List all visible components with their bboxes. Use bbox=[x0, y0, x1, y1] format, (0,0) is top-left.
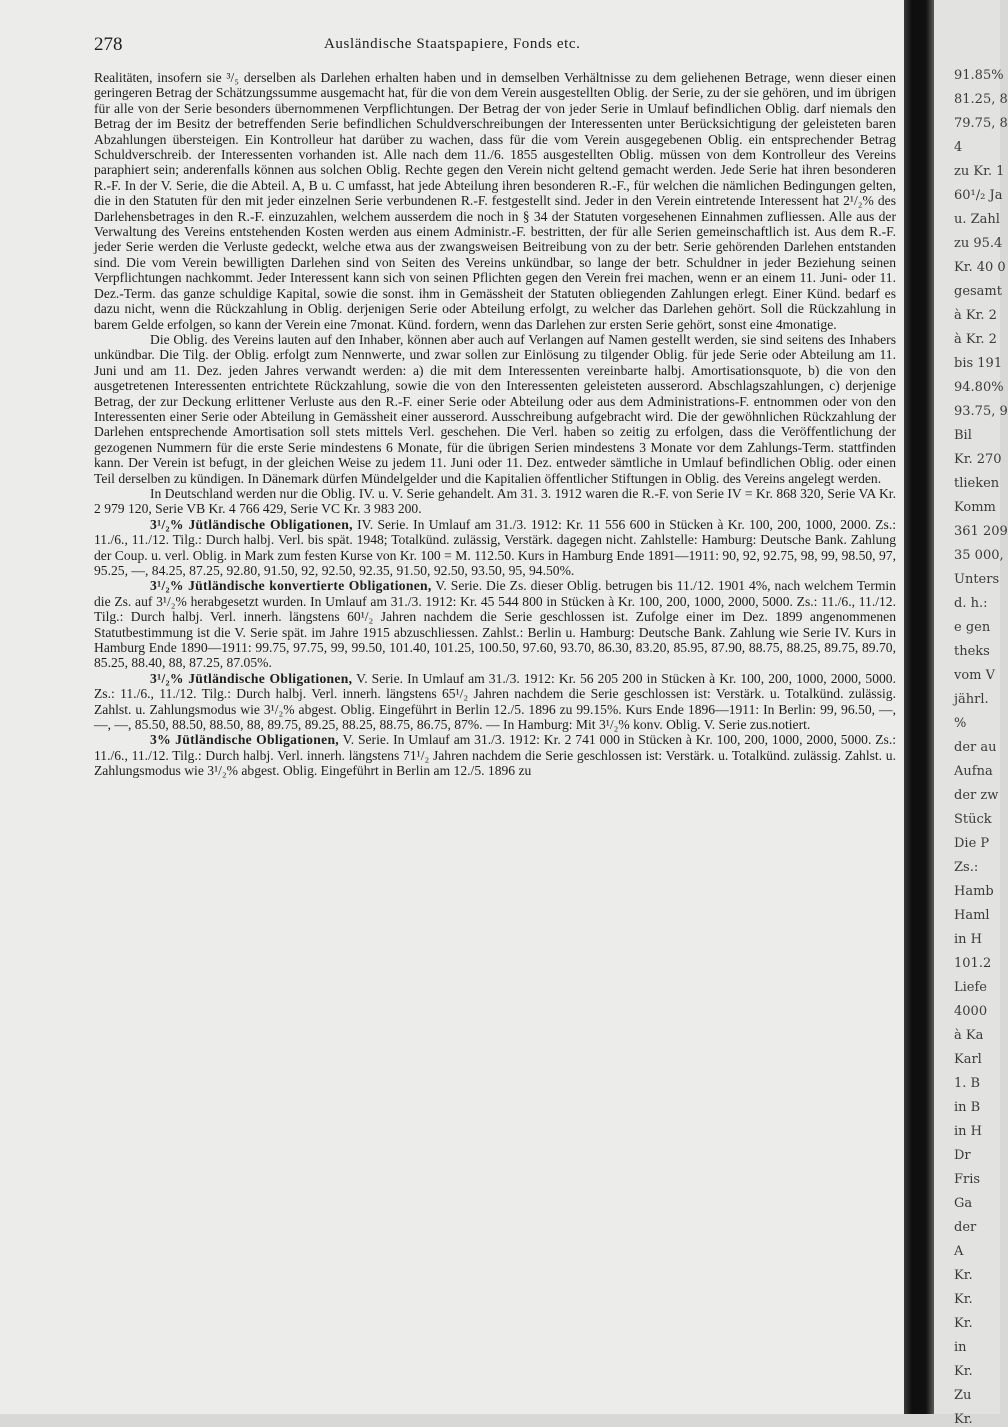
adjacent-page-fragment: Dr bbox=[954, 1148, 971, 1163]
adjacent-page-fragment: Ga bbox=[954, 1196, 973, 1211]
adjacent-page-fragment: gesamt bbox=[954, 284, 1002, 299]
adjacent-page-fragment: Zu bbox=[954, 1388, 972, 1403]
paragraph-realitaeten: Realitäten, insofern sie ³/₅ derselben als Darlehen erhalten haben und in demselben Verhältnisse zu dem geliehenen Betrage, wenn dieser einen geringeren Betrag der Schätzungssumme ausgemacht hat, für die von dem Verein ausgestellten Oblig. der Serie, zu der sie gehören, und im übrigen für alle von der Serie besonders übernommenen Verpflichtungen. Der Betrag der von jeder Serie in Umlauf befindlichen Oblig. darf niemals den Betrag der im Besitz der betreffenden Serie befindlichen Schuldverschreibungen der Interessenten unter Berücksichtigung der geleisteten baren Abzahlungen übersteigen. Ein Kontrolleur hat darüber zu wachen, dass für die vom Verein ausgegebenen Oblig. ein entsprechender Betrag Schuldverschreib. der Interessenten vorhanden ist. Alle nach dem 11./6. 1855 ausgestellten Oblig. müssen von dem Kontrolleur des Vereins paraphiert sein; anderenfalls können aus solchen Oblig. Rechte gegen den Verein nicht geltend gemacht werden. Jede Serie hat ihren besonderen R.-F. In der V. Serie, die die Abteil. A, B u. C umfasst, hat jede Abteilung ihren besonderen R.-F., für welchen die nämlichen Bedingungen gelten, die in den Statuten für den mit jeder einzelnen Serie verbundenen R.-F. festgestellt sind. Jeder in den Verein eintretende Interessent hat 2¹/₂% des Darlehensbetrages in den R.-F. einzuzahlen, welchem ausserdem die noch in § 34 der Statuten vorgesehenen Einnahmen zufliessen. Alle aus der Verwaltung des Vereins entstehenden Kosten werden aus einem Administr.-F. bestritten, der für alle Serien gemeinschaftlich ist. Aus dem R.-F. jeder Serie werden die Verluste gedeckt, welche etwa aus der zwangsweisen Beitreibung von zu der betr. Serie gehörenden Darlehen entstanden sind. Die vom Verein bewilligten Darlehen sind von Seiten des Vereins unkündbar, so lange der betr. Schuldner in jeder Beziehung seinen Verpflichtungen nachkommt. Jeder Interessent kann sich von seinen Pflichten gegen den Verein frei machen, wenn er an einem 11. Juni- oder 11. Dez.-Term. das ganze schuldige Kapital, sowie die sonst. ihm in Gemässheit der Statuten obliegenden Zahlungen erlegt. Einer Künd. bedarf es dazu nicht, wenn die Rückzahlung in Oblig. derjenigen Serie oder Abteilung erfolgt, zu welcher das Darlehen gehört. Soll die Rückzahlung in barem Gelde erfolgen, so kann der Verein eine 7monat. Künd. fordern, wenn das Darlehen zur ersten Serie gehört, sonst eine 4monatige. bbox=[94, 70, 896, 332]
adjacent-page-fragment: Kr. 40 0 bbox=[954, 260, 1006, 275]
adjacent-page-fragment: 4000 bbox=[954, 1004, 988, 1019]
entry-heading: 3% Jütländische Obligationen, bbox=[150, 732, 340, 748]
adjacent-page-fragment: à Ka bbox=[954, 1028, 984, 1043]
adjacent-page-fragment: Unters bbox=[954, 572, 1000, 587]
adjacent-page-edge bbox=[934, 0, 1008, 1427]
adjacent-page-fragment: Kr. bbox=[954, 1268, 973, 1283]
adjacent-page-fragment: zu 95.4 bbox=[954, 236, 1003, 251]
adjacent-page-fragment: à Kr. 2 bbox=[954, 308, 997, 323]
adjacent-page-fragment: der zw bbox=[954, 788, 999, 803]
adjacent-page-fragment: bis 191 bbox=[954, 356, 1003, 371]
entry-heading: 3¹/₂% Jütländische Obligationen, bbox=[150, 670, 353, 686]
adjacent-page-fragment: Kr. 270 bbox=[954, 452, 1002, 467]
page-number: 278 bbox=[94, 34, 123, 55]
adjacent-page-fragment: e gen bbox=[954, 620, 991, 635]
adjacent-page-fragment: Bil bbox=[954, 428, 972, 443]
adjacent-page-fragment: 93.75, 9 bbox=[954, 404, 1008, 419]
adjacent-page-fragment: 60¹/₂ Ja bbox=[954, 188, 1003, 203]
entry-jutland-v-serie-35 bbox=[94, 671, 896, 733]
adjacent-page-fragment: 79.75, 8 bbox=[954, 116, 1008, 131]
adjacent-page-fragment: Haml bbox=[954, 908, 990, 923]
entry-jutland-konvertierte bbox=[94, 578, 896, 670]
entry-jutland-iv-serie bbox=[94, 517, 896, 579]
running-title: Ausländische Staatspapiere, Fonds etc. bbox=[324, 36, 581, 52]
adjacent-page-fragment: Hamb bbox=[954, 884, 994, 899]
adjacent-page-fragment: in H bbox=[954, 932, 982, 947]
adjacent-page-fragment: d. h.: bbox=[954, 596, 988, 611]
adjacent-page-fragment: Kr. bbox=[954, 1292, 973, 1307]
adjacent-page-fragment: 94.80% bbox=[954, 380, 1004, 395]
adjacent-page-fragment: Fris bbox=[954, 1172, 981, 1187]
adjacent-page-fragment: Kr. bbox=[954, 1364, 973, 1379]
adjacent-page-fragment: Zs.: bbox=[954, 860, 979, 875]
adjacent-page-fragment: 4 bbox=[954, 140, 963, 155]
entry-heading: 3¹/₂% Jütländische Obligationen, bbox=[150, 516, 353, 532]
adjacent-page-fragment: in B bbox=[954, 1100, 981, 1115]
entry-text: V. Serie. Die Zs. dieser Oblig. betrugen bis 11./12. 1901 4%, nach welchem Termin die Zs. auf 3¹/₂% herabgesetzt wurden. In Umlauf am 31./3. 1912: Kr. 45 544 800 in Stücken à Kr. 100, 200, 1000, 2000, 5000. Zs.: 11./6., 11./12. Tilg.: Durch halbj. Verl. innerh. längstens 60¹/₂ Jahren nachdem die Serie geschlossen ist. Zufolge einer im Dez. 1899 angenommenen Statutbestimmung ist die V. Serie spät. im Jahre 1915 abzuschliessen. Zahlst.: Berlin u. Hamburg: Deutsche Bank. Zahlung wie Serie IV. Kurs in Hamburg Ende 1890—1911: 99.75, 97.75, 99, 99.50, 101.40, 101.25, 100.50, 97.60, 93.70, 86.30, 83.20, 85.95, 87.90, 88.75, 88.25, 89.75, 89.70, 85.25, 88.40, 88, 87.25, 87.05%. bbox=[94, 578, 896, 671]
adjacent-page-fragment: theks bbox=[954, 644, 990, 659]
entry-text: V. Serie. In Umlauf am 31./3. 1912: Kr. 2 741 000 in Stücken à Kr. 100, 200, 1000, 2000, 5000. Zs.: 11./6., 11./12. Tilg.: Durch halbj. Verl. innerh. längstens 71¹/₂ Jahren nachdem die Serie geschlossen ist: Verstärk. u. Totalkünd. zulässig. Zahlst. u. Zahlungsmodus wie 3¹/₂% abgest. Oblig. Eingeführt in Berlin am 12./5. 1896 zu bbox=[94, 732, 896, 779]
book-gutter bbox=[904, 0, 934, 1414]
adjacent-page-fragment: 1. B bbox=[954, 1076, 981, 1091]
entry-jutland-v-serie-3 bbox=[94, 732, 896, 778]
adjacent-page-fragment: jährl. bbox=[954, 692, 989, 707]
adjacent-page-fragment: Liefe bbox=[954, 980, 987, 995]
adjacent-page-fragment: 91.85% bbox=[954, 68, 1004, 83]
adjacent-page-fragment: Aufna bbox=[954, 764, 993, 779]
adjacent-page-fragment: Komm bbox=[954, 500, 996, 515]
adjacent-page-fragment: Karl bbox=[954, 1052, 982, 1067]
adjacent-page-fragment: tlieken bbox=[954, 476, 1000, 491]
adjacent-page-fragment: in H bbox=[954, 1124, 982, 1139]
adjacent-page-fragment: 81.25, 8 bbox=[954, 92, 1008, 107]
page-header bbox=[94, 34, 894, 56]
adjacent-page-fragment: 101.2 bbox=[954, 956, 992, 971]
adjacent-page-fragment: zu Kr. 1 bbox=[954, 164, 1005, 179]
adjacent-page-fragment: Stück bbox=[954, 812, 992, 827]
entry-text: IV. Serie. In Umlauf am 31./3. 1912: Kr. 11 556 600 in Stücken à Kr. 100, 200, 1000, 2000. Zs.: 11./6., 11./12. Tilg.: Durch halbj. Verl. bis spät. 1948; Totalkünd. zulässig, Verstärk. dagegen nicht. Zahlstelle: Hamburg: Deutsche Bank. Zahlung der Coup. u. verl. Oblig. in Mark zum festen Kurse von Kr. 100 = M. 112.50. Kurs in Hamburg Ende 1891—1911: 90, 92, 92.75, 98, 99, 98.50, 97, 95.25, —, 84.25, 87.25, 92.80, 91.50, 92, 92.50, 92.35, 91.50, 92.50, 93.50, 95, 94.50%. bbox=[94, 516, 896, 578]
adjacent-page-fragment: in bbox=[954, 1340, 967, 1355]
adjacent-page-fragment: A bbox=[954, 1244, 964, 1259]
adjacent-page-fragment: vom V bbox=[954, 668, 996, 683]
adjacent-page-fragment: 35 000, bbox=[954, 548, 1004, 563]
adjacent-page-fragment: Die P bbox=[954, 836, 990, 851]
adjacent-page-fragment: der au bbox=[954, 740, 997, 755]
paragraph-deutschland: In Deutschland werden nur die Oblig. IV. u. V. Serie gehandelt. Am 31. 3. 1912 waren die R.-F. von Serie IV = Kr. 868 320, Serie VA Kr. 2 979 120, Serie VB Kr. 4 766 429, Serie VC Kr. 3 983 200. bbox=[94, 485, 896, 517]
adjacent-page-fragment: der bbox=[954, 1220, 977, 1235]
adjacent-page-fragment: u. Zahl bbox=[954, 212, 1000, 227]
adjacent-page-fragment: à Kr. 2 bbox=[954, 332, 997, 347]
paragraph-oblig-inhaber: Die Oblig. des Vereins lauten auf den Inhaber, können aber auch auf Verlangen auf Namen gestellt werden, sie sind seitens des Inhabers unkündbar. Die Tilg. der Oblig. erfolgt zum Nennwerte, und zwar sollen zur Einlösung zu tilgender Oblig. für jede Serie oder Abteilung am 11. Juni und am 11. Dez. jeden Jahres verwandt werden: a) die mit dem Interessenten vereinbarte halbj. Amortisationsquote, b) die von den ausgetretenen Interessenten entrichtete Rückzahlung, sowie die von den Interessenten geleisteten ausserord. Abschlagszahlungen, c) derjenige Betrag, der zur Deckung erlittener Verluste aus den R.-F. einer Serie oder Abteilung oder aus dem Administrations-F. entnommen oder von den Interessenten einer Serie oder Abteilung in Gemässheit einer ausserord. Ausschreibung aufgebracht wird. Die der gewöhnlichen Rückzahlung der Darlehen entsprechende Amortisation soll stets mittels Verl. geschehen. Die Verl. haben so zeitig zu erfolgen, dass die Veröffentlichung der gezogenen Nummern für die erste Serie mindestens 6 Monate, für die übrigen Serien mindestens 3 Monate vor dem Zahlungs-Term. stattfinden kann. Der Verein ist befugt, in der gleichen Weise zu jedem 11. Juni oder 11. Dez. entweder sämtliche in Umlauf befindlichen Oblig. oder einen Teil derselben zu kündigen. In Dänemark dürfen Mündelgelder und die Kapitalien öffentlicher Stiftungen in Oblig. des Vereins angelegt werden. bbox=[94, 331, 896, 486]
adjacent-page-fragment: Kr. bbox=[954, 1316, 973, 1331]
adjacent-page-fragment: % bbox=[954, 716, 967, 731]
body-text bbox=[94, 70, 896, 779]
adjacent-page-fragment: Kr. bbox=[954, 1412, 973, 1427]
entry-text: V. Serie. In Umlauf am 31./3. 1912: Kr. 56 205 200 in Stücken à Kr. 100, 200, 1000, 2000, 5000. Zs.: 11./6., 11./12. Tilg.: Durch halbj. Verl. innerh. längstens 65¹/₂ Jahren nachdem die Serie geschlossen ist: Verstärk. u. Totalkünd. zulässig. Zahlst. u. Zahlungsmodus wie 3¹/₂% abgest. Oblig. Eingeführt in Berlin 12./5. 1896 zu 99.15%. Kurs Ende 1896—1911: In Berlin: 99, 96.50, —, —, —, 85.50, 88.50, 88.50, 88, 89.75, 89.25, 88.25, 88.75, 86.75, 87%. — In Hamburg: Mit 3¹/₂% konv. Oblig. V. Serie zus.notiert. bbox=[94, 670, 896, 733]
adjacent-page-fragment: 361 209 bbox=[954, 524, 1008, 539]
entry-heading: 3¹/₂% Jütländische konvertierte Obligationen, bbox=[150, 578, 432, 594]
